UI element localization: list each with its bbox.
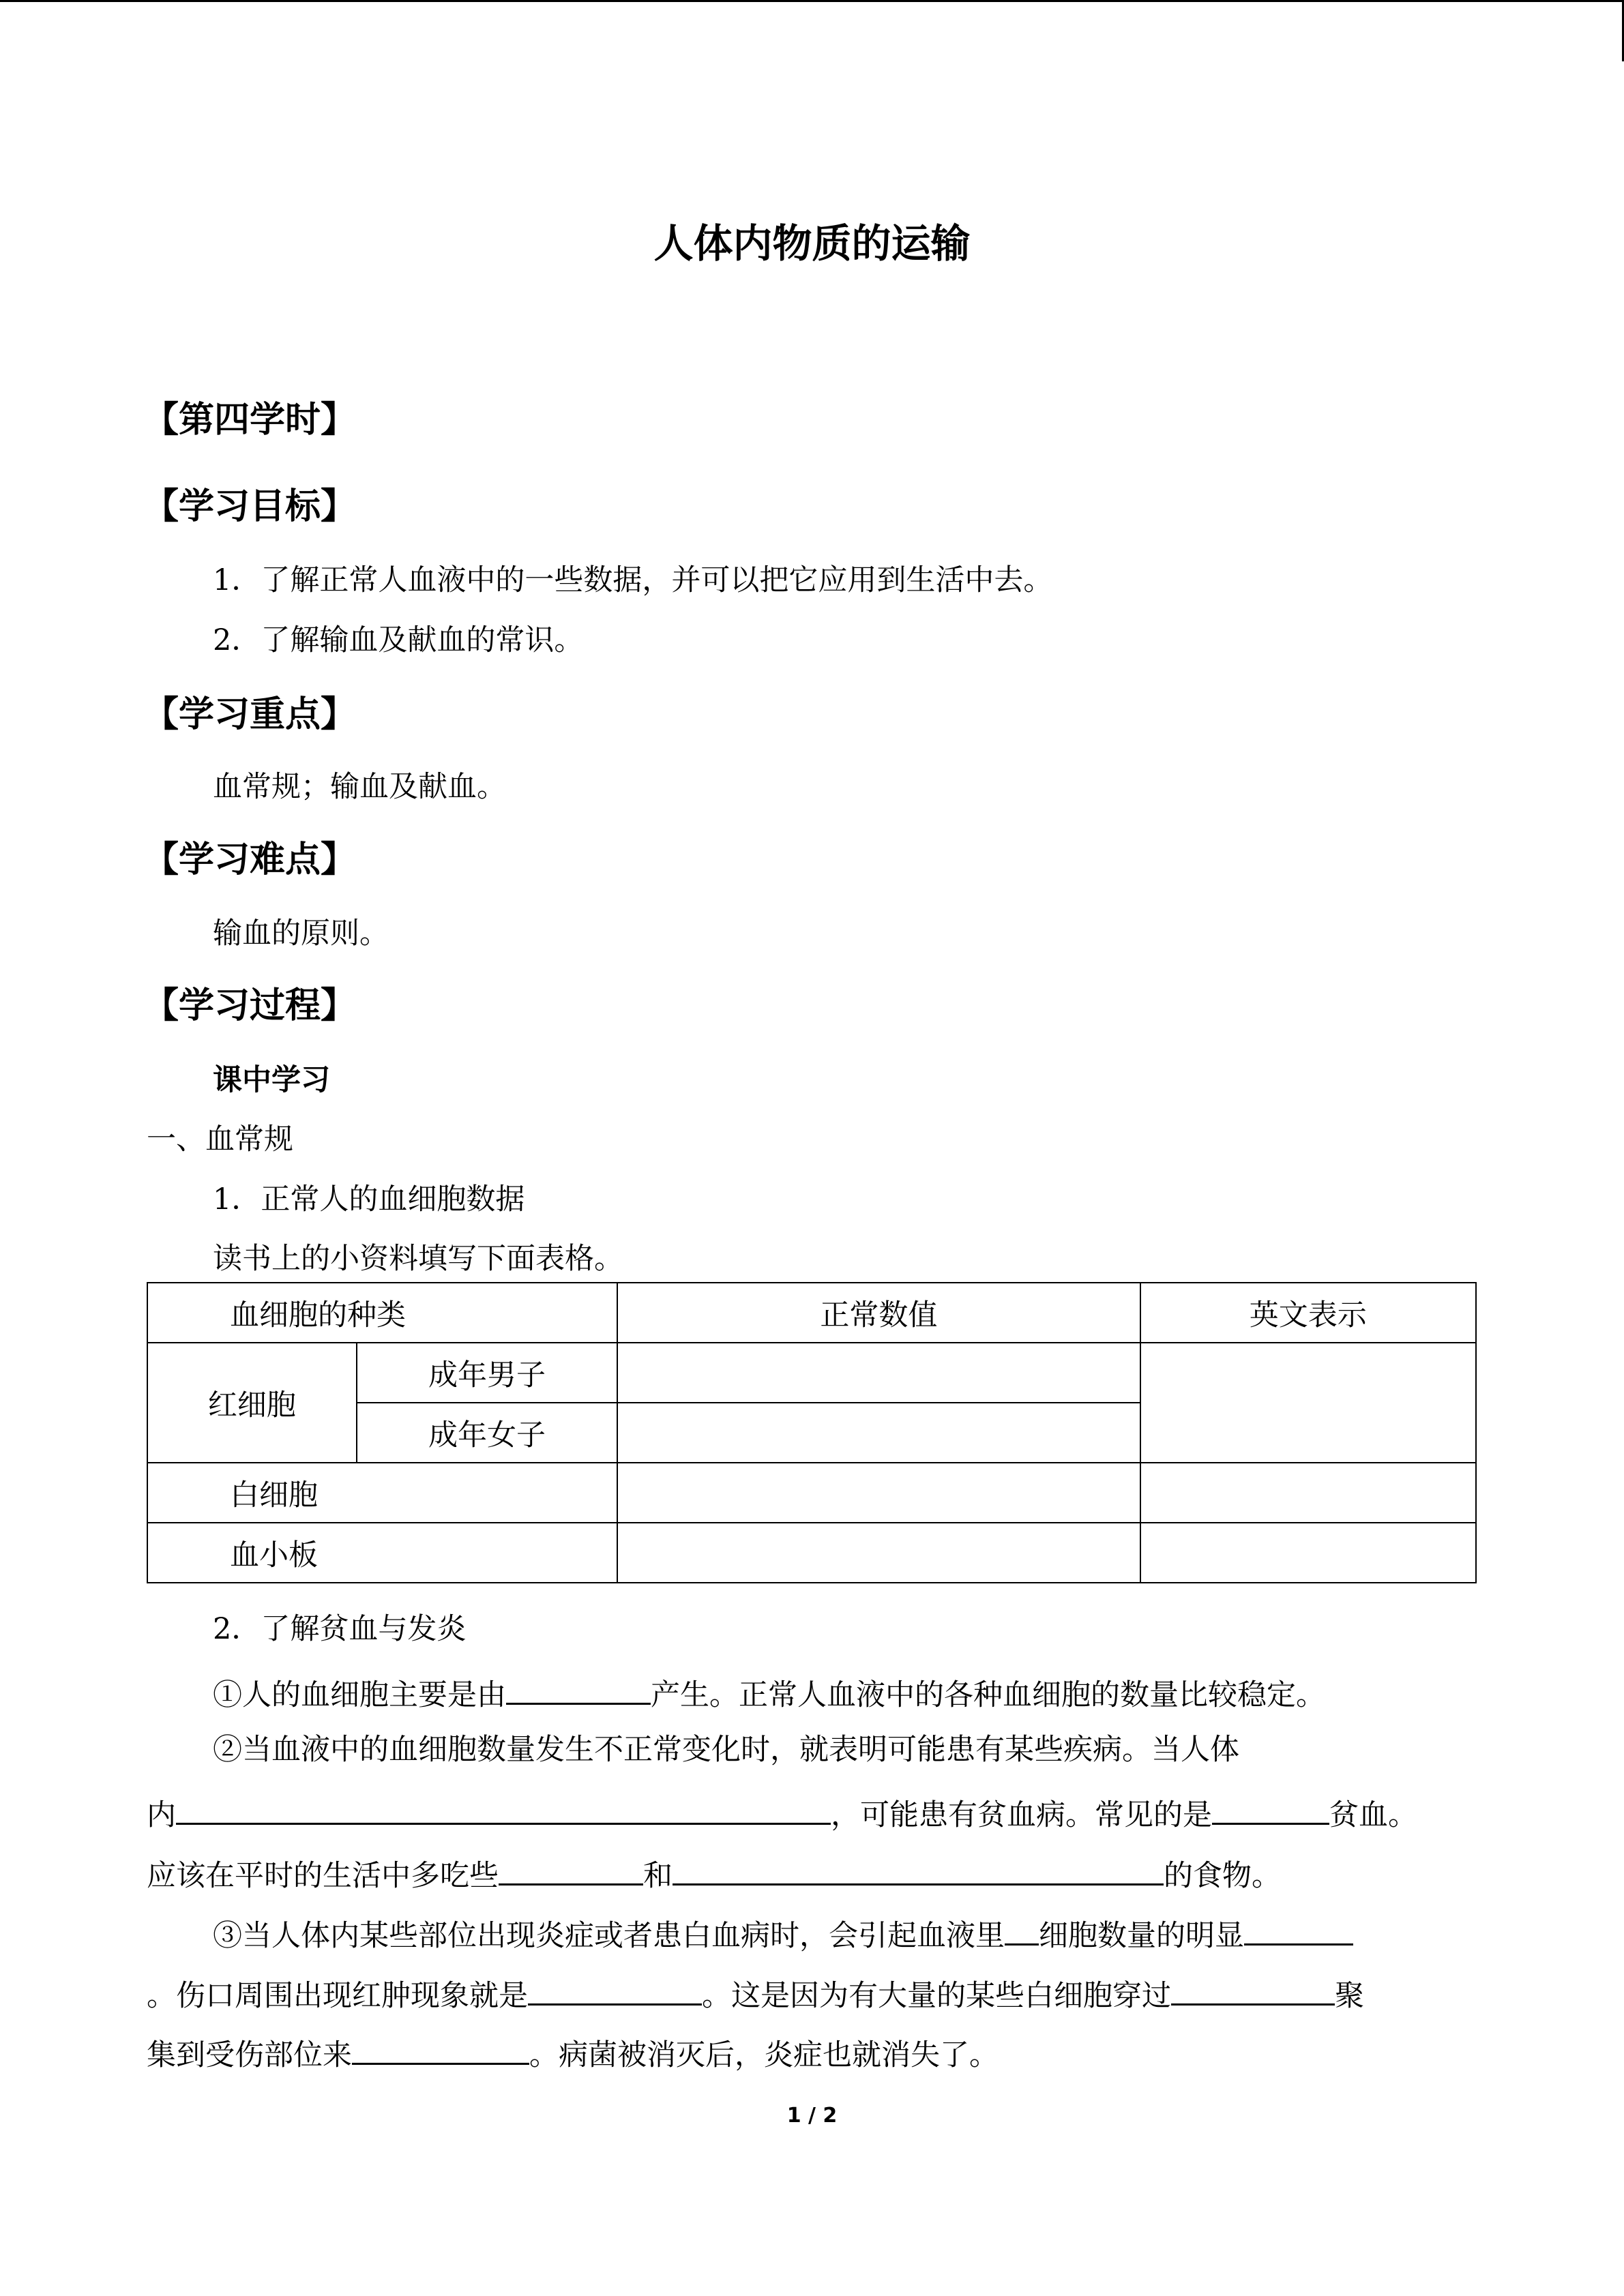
question-3-line-3 [147,2036,999,2070]
cell-platelet: 血小板 [147,1523,617,1583]
cell-rbc: 红细胞 [147,1343,357,1463]
blank-q1[interactable] [506,1675,651,1705]
blank-q2-food-1[interactable] [499,1856,643,1885]
q2-text-b: ，可能患有贫血病。常见的是 [831,1798,1212,1832]
cell-rbc-english[interactable] [1140,1343,1477,1463]
q1-text-b: 产生。正常人血液中的各种血细胞的数量比较稳定。 [651,1678,1325,1712]
table-row [147,1343,1476,1403]
table-instruction: 读书上的小资料填写下面表格。 [213,1242,623,1276]
table-header-row [147,1283,1476,1343]
q1-text-a: ①人的血细胞主要是由 [213,1678,506,1712]
q3-text-c: 。伤口周围出现红肿现象就是 [147,1979,528,2013]
q3-text-d: 。这是因为有大量的某些白细胞穿过 [702,1979,1171,2013]
cell-rbc-male: 成年男子 [357,1343,618,1403]
key-points-text: 血常规；输血及献血。 [213,770,506,804]
question-1 [213,1675,1325,1710]
question-3-line-2 [147,1976,1364,2011]
section-blood-routine: 一、血常规 [147,1122,293,1157]
cell-platelet-english[interactable] [1140,1523,1477,1583]
heading-difficulty: 【学习难点】 [143,839,357,880]
question-3-line-1 [213,1916,1353,1951]
subheading-in-class: 课中学习 [213,1063,330,1097]
q3-text-f: 集到受伤部位来 [147,2038,352,2072]
cell-rbc-female: 成年女子 [357,1403,618,1463]
objective-1: 1．了解正常人血液中的一些数据，并可以把它应用到生活中去。 [213,563,1053,597]
q2-text-e: 和 [643,1859,673,1893]
q3-text-g: 。病菌被消灭后，炎症也就消失了。 [529,2038,999,2072]
blank-q3-pass-through[interactable] [1171,1976,1335,2006]
q3-text-e: 聚 [1335,1979,1364,2013]
question-2-line-1: ②当血液中的血细胞数量发生不正常变化时，就表明可能患有某些疾病。当人体 [213,1733,1239,1767]
blank-q3-change[interactable] [1244,1916,1353,1945]
cell-rbc-female-value[interactable] [617,1403,1140,1463]
blank-q2-anemia-type[interactable] [1212,1795,1329,1825]
cell-wbc-english[interactable] [1140,1463,1477,1523]
header-cell-type: 血细胞的种类 [147,1283,617,1343]
cell-wbc-value[interactable] [617,1463,1140,1523]
objective-2: 2．了解输血及献血的常识。 [213,623,584,657]
heading-key-points: 【学习重点】 [143,694,357,735]
page-title: 人体内物质的运输 [653,220,971,267]
page-number: 1 / 2 [786,2104,838,2128]
blank-q2-condition[interactable] [176,1795,831,1825]
heading-process: 【学习过程】 [143,985,357,1026]
blank-q2-food-2[interactable] [673,1856,1164,1885]
blank-q3-phenomenon[interactable] [528,1976,702,2006]
heading-session: 【第四学时】 [143,400,357,441]
heading-objectives: 【学习目标】 [143,486,357,527]
header-cell-english: 英文表示 [1140,1283,1477,1343]
blank-q3-cell[interactable] [1005,1916,1039,1945]
table-row [147,1463,1476,1523]
cell-platelet-value[interactable] [617,1523,1140,1583]
q2-text-c: 贫血。 [1329,1798,1417,1832]
cell-wbc: 白细胞 [147,1463,617,1523]
difficulty-text: 输血的原则。 [213,916,389,951]
item-blood-cell-data: 1．正常人的血细胞数据 [213,1182,525,1217]
blank-q3-purpose[interactable] [352,2036,529,2065]
blood-cell-table [147,1282,1477,1583]
table-row [147,1523,1476,1583]
item-anemia-inflammation: 2．了解贫血与发炎 [213,1612,467,1646]
header-cell-normal-value: 正常数值 [617,1283,1140,1343]
cell-rbc-male-value[interactable] [617,1343,1140,1403]
q2-text-a: 内 [147,1798,176,1832]
q2-text-d: 应该在平时的生活中多吃些 [147,1859,499,1893]
question-2-line-3 [147,1856,1281,1891]
q3-text-a: ③当人体内某些部位出现炎症或者患白血病时，会引起血液里 [213,1919,1005,1953]
question-2-line-2 [147,1795,1417,1830]
page-top-border [0,0,1624,2]
q2-text-f: 的食物。 [1164,1859,1281,1893]
q3-text-b: 细胞数量的明显 [1039,1919,1244,1953]
